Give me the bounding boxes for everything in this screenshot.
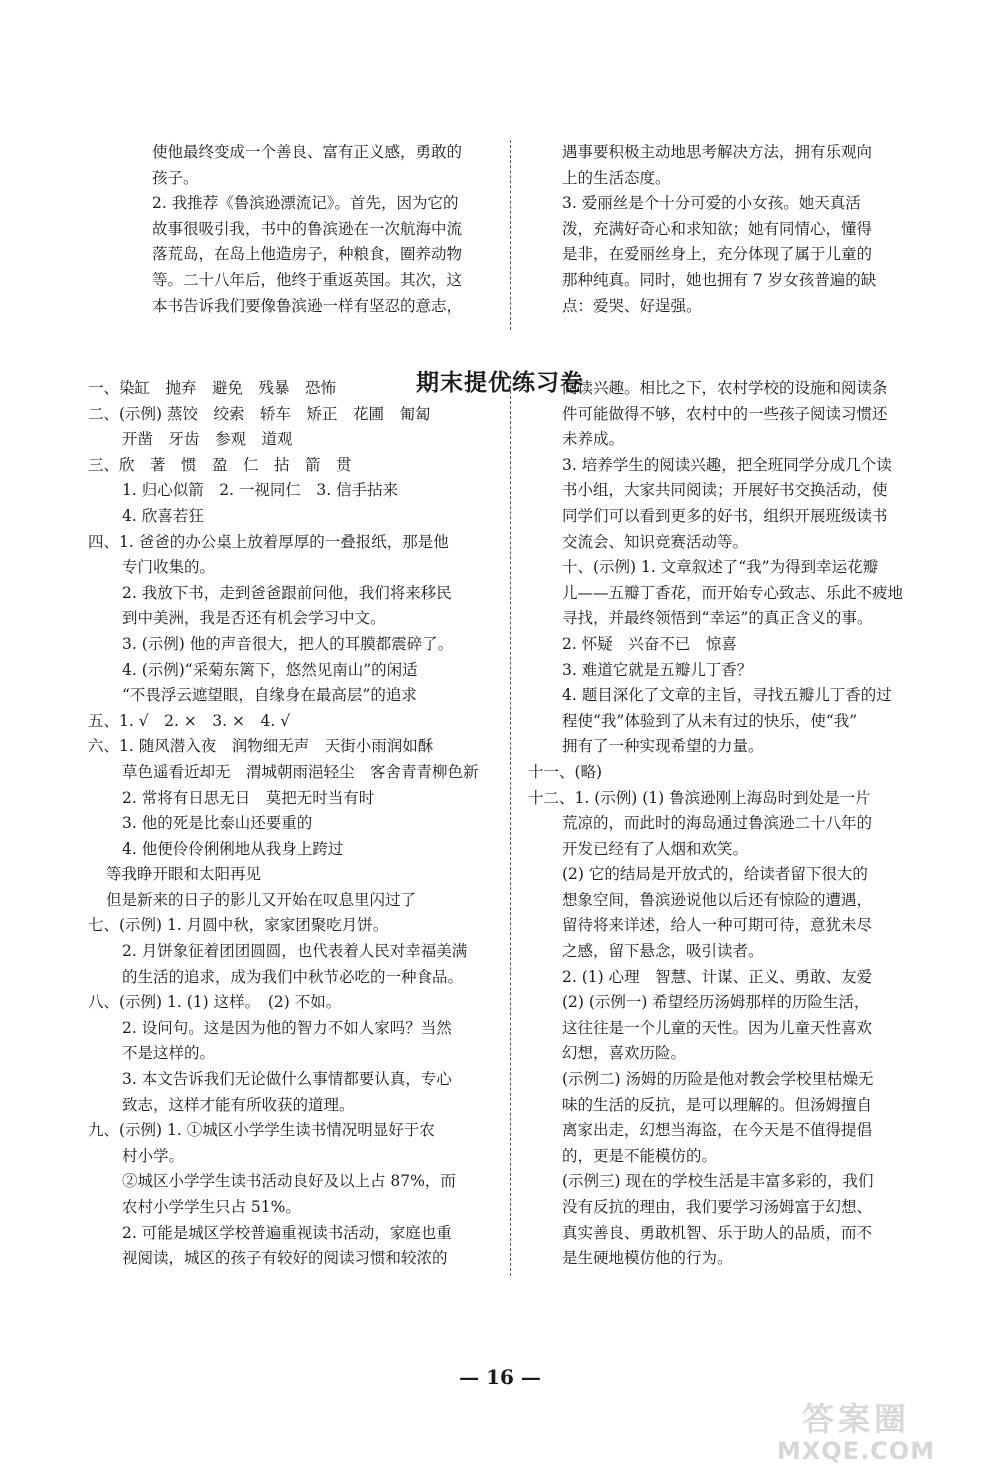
text-line: 是非，在爱丽丝身上，充分体现了属于儿童的: [562, 245, 873, 264]
text-line: 3. 培养学生的阅读兴趣，把全班同学分成几个读: [562, 455, 892, 474]
text-line: 交流会、知识竞赛活动等。: [562, 532, 749, 551]
text-line: 之感，留下悬念，吸引读者。: [562, 942, 764, 961]
text-line: 落荒岛，在岛上他造房子，种粮食，圈养动物: [152, 245, 463, 264]
text-line: 没有反抗的理由，我们要学习汤姆富于幻想、: [562, 1198, 873, 1216]
text-line: 二、(示例) 蒸饺 绞索 轿车 矫正 花圃 匍匐: [88, 404, 431, 423]
text-line: 孩子。: [152, 168, 199, 187]
page-title: 期末提优练习卷: [416, 370, 584, 396]
watermark-text-cn: 答案圈: [801, 1400, 910, 1438]
text-line: 是生硬地模仿他的行为。: [562, 1249, 733, 1268]
text-line: 寻找，并最终领悟到“幸运”的真正含义的事。: [562, 609, 873, 628]
text-line: 3. 难道它就是五瓣儿丁香？: [562, 660, 753, 679]
text-line: 同学们可以看到更多的好书，组织开展班级读书: [562, 506, 888, 525]
text-line: 十、(示例) 1. 文章叙述了“我”为得到幸运花瓣: [562, 558, 879, 577]
text-line: 2. (1) 心理 智慧、计谋、正义、勇敢、友爱: [562, 967, 873, 986]
text-line: 的生活的追求，成为我们中秋节必吃的一种食品。: [122, 967, 464, 986]
top-right-column: [528, 140, 876, 319]
text-line: 一、染缸 抛弃 避免 残暴 恐怖: [88, 379, 337, 397]
text-line: 3. 爱丽丝是个十分可爱的小女孩。她天真活: [562, 194, 861, 213]
column-divider-main: [510, 376, 511, 1276]
text-line: 等我睁开眼和太阳再见: [106, 865, 262, 884]
text-line: 阅读兴趣。相比之下，农村学校的设施和阅读条: [562, 379, 888, 397]
text-line: 未养成。: [562, 430, 625, 449]
text-line: “不畏浮云遮望眼，自缘身在最高层”的追求: [122, 686, 417, 705]
text-line: 专门收集的。: [122, 558, 216, 577]
watermark-text-en: MXQE.COM: [776, 1437, 936, 1465]
text-line: (2) (示例一) 希望经历汤姆那样的历险生活，: [562, 993, 870, 1012]
watermark-logo: [726, 1400, 986, 1466]
text-line: 幻想，喜欢历险。: [562, 1044, 687, 1063]
text-line: 3. 本文告诉我们无论做什么事情都要认真，专心: [122, 1070, 452, 1089]
text-line: 拥有了一种实现希望的力量。: [562, 737, 764, 756]
text-line: 到中美洲，我是否还有机会学习中文。: [122, 609, 386, 628]
text-line: 的，更是不能模仿的。: [562, 1146, 718, 1165]
text-line: 2. 我推荐《鲁滨逊漂流记》。首先，因为它的: [152, 194, 459, 213]
text-line: (示例二) 汤姆的历险是他对教会学校里枯燥无: [562, 1070, 874, 1089]
text-line: 四、1. 爸爸的办公桌上放着厚厚的一叠报纸，那是他: [88, 532, 449, 551]
text-line: 4. (示例)“采菊东篱下，悠然见南山”的闲适: [122, 660, 418, 679]
text-line: 七、(示例) 1. 月圆中秋，家家团聚吃月饼。: [88, 916, 389, 935]
page-number: — 16 —: [459, 1365, 541, 1389]
text-line: 农村小学学生只占 51%。: [122, 1198, 301, 1216]
text-line: 4. 欣喜若狂: [122, 506, 204, 525]
text-line: 开凿 牙齿 参观 道观: [122, 430, 293, 449]
text-line: 村小学。: [122, 1146, 185, 1165]
top-left-column: [118, 140, 462, 319]
text-line: 使他最终变成一个善良、富有正义感，勇敢的: [152, 143, 463, 161]
text-line: 三、欣 著 惯 盈 仁 拈 箭 贯: [88, 455, 352, 474]
text-line: 3. 他的死是比泰山还要重的: [122, 814, 313, 833]
text-line: ②城区小学学生读书活动良好及以上占 87%，而: [122, 1172, 456, 1191]
text-line: 书小组，大家共同阅读；开展好书交换活动，使: [562, 481, 888, 500]
text-line: 九、(示例) 1. ①城区小学学生读书情况明显好于农: [88, 1121, 435, 1140]
text-line: 草色遥看近却无 渭城朝雨浥轻尘 客舍青青柳色新: [122, 762, 479, 781]
text-line: 上的生活态度。: [562, 168, 671, 187]
text-line: (示例三) 现在的学校生活是丰富多彩的，我们: [562, 1172, 874, 1191]
text-line: 开发已经有了人烟和欢笑。: [562, 839, 749, 858]
text-line: 故事很吸引我，书中的鲁滨逊在一次航海中流: [152, 219, 463, 238]
text-line: 留待将来详述，给人一种可期可待，意犹未尽: [562, 916, 873, 935]
text-line: 儿——五瓣丁香花，而开始专心致志、乐此不疲地: [562, 583, 904, 602]
text-line: 1. 归心似箭 2. 一视同仁 3. 信手拈来: [122, 481, 399, 500]
text-line: 但是新来的日子的影儿又开始在叹息里闪过了: [106, 890, 417, 909]
text-line: 想象空间，鲁滨逊说他以后还有惊险的遭遇，: [562, 890, 873, 909]
text-line: 程使“我”体验到了从未有过的快乐，使“我”: [562, 711, 858, 730]
text-line: 2. 常将有日思无日 莫把无时当有时: [122, 788, 375, 807]
text-line: 离家出走，幻想当海盗，在今天是不值得提倡: [562, 1121, 873, 1140]
text-line: 荒凉的，而此时的海岛通过鲁滨逊二十八年的: [562, 814, 873, 833]
text-line: 十二、1. (示例) (1) 鲁滨逊刚上海岛时到处是一片: [528, 788, 871, 807]
text-line: 十一、(略): [528, 762, 603, 781]
text-line: 2. 怀疑 兴奋不已 惊喜: [562, 634, 737, 653]
text-line: 4. 他便伶伶俐俐地从我身上跨过: [122, 839, 344, 858]
text-line: 八、(示例) 1. (1) 这样。 (2) 不如。: [88, 993, 342, 1012]
text-line: 2. 可能是城区学校普遍重视读书活动，家庭也重: [122, 1223, 452, 1242]
text-line: 六、1. 随风潜入夜 润物细无声 天街小雨润如酥: [88, 737, 434, 756]
text-line: 2. 我放下书，走到爸爸跟前问他，我们将来移民: [122, 583, 452, 602]
main-right-column: [528, 376, 903, 1272]
text-line: 不是这样的。: [122, 1044, 216, 1063]
text-line: 2. 设问句。这是因为他的智力不如人家吗？当然: [122, 1018, 452, 1037]
text-line: 本书告诉我们要像鲁滨逊一样有坚忍的意志，: [152, 296, 463, 315]
text-line: 4. 题目深化了文章的主旨，寻找五瓣儿丁香的过: [562, 686, 892, 705]
column-divider-top: [510, 140, 511, 330]
text-line: 致志，这样才能有所收获的道理。: [122, 1095, 355, 1114]
text-line: 味的生活的反抗，是可以理解的。但汤姆擅自: [562, 1095, 873, 1114]
text-line: 那种纯真。同时，她也拥有 7 岁女孩普遍的缺: [562, 270, 877, 289]
text-line: 真实善良、勇敢机智、乐于助人的品质，而不: [562, 1223, 873, 1242]
main-left-column: [88, 376, 479, 1272]
text-line: 遇事要积极主动地思考解决方法，拥有乐观向: [562, 143, 873, 161]
text-line: 2. 月饼象征着团团圆圆，也代表着人民对幸福美满: [122, 942, 468, 961]
text-line: 五、1. √ 2. × 3. × 4. √: [88, 711, 291, 730]
text-line: 视阅读，城区的孩子有较好的阅读习惯和较浓的: [122, 1249, 448, 1268]
text-line: (2) 它的结局是开放式的，给读者留下很大的: [562, 865, 868, 884]
text-line: 3. (示例) 他的声音很大，把人的耳膜都震碎了。: [122, 634, 454, 653]
text-line: 点：爱哭、好逞强。: [562, 296, 702, 315]
text-line: 泼，充满好奇心和求知欲；她有同情心，懂得: [562, 219, 873, 238]
text-line: 这往往是一个儿童的天性。因为儿童天性喜欢: [562, 1018, 873, 1037]
text-line: 等。二十八年后，他终于重返英国。其次，这: [152, 270, 463, 289]
text-line: 件可能做得不够，农村中的一些孩子阅读习惯还: [562, 404, 888, 423]
